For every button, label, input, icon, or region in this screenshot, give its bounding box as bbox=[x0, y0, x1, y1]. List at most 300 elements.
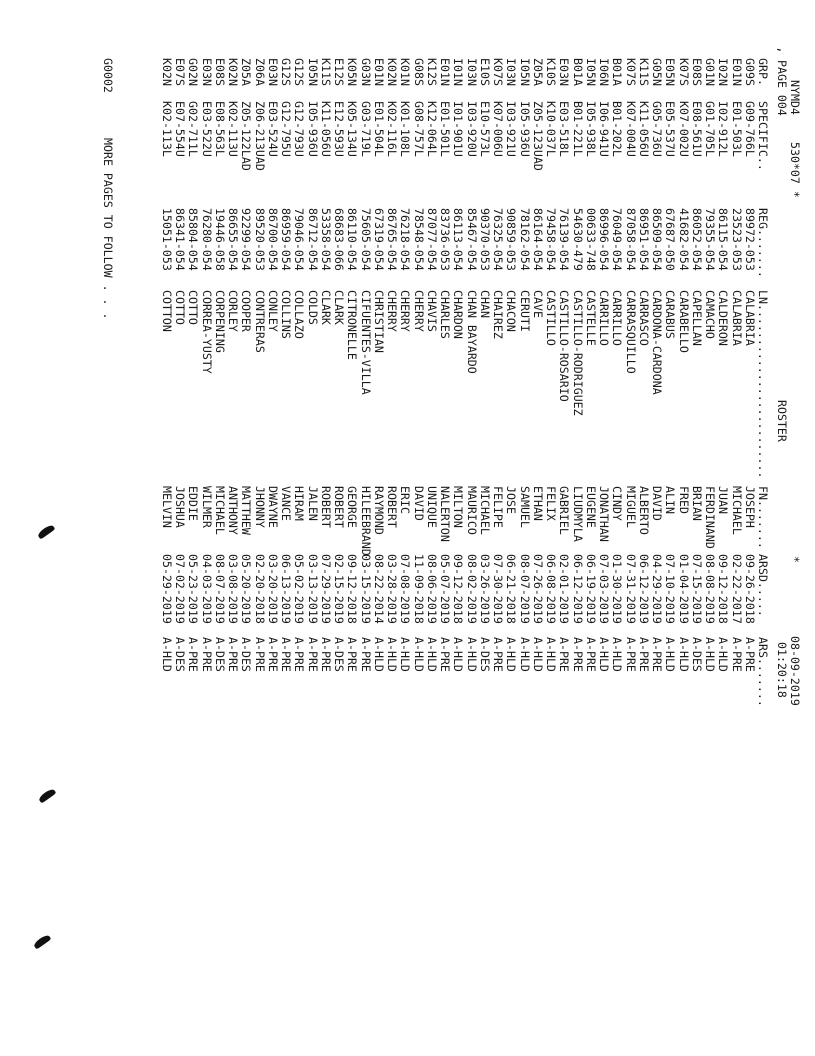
column-header-arsd: ARSD..... bbox=[756, 554, 770, 617]
cell-grp: K11S bbox=[319, 58, 333, 86]
cell-grp: I05N bbox=[517, 58, 532, 86]
table-row bbox=[690, 0, 703, 1000]
cell-arsd: 03-20-2019 bbox=[266, 554, 280, 624]
cell-reg: 83736-053 bbox=[438, 208, 453, 271]
cell-last-name: CITRONELLE bbox=[345, 290, 360, 360]
cell-reg: 67319-054 bbox=[372, 208, 386, 271]
cell-last-name: CIFUENTES-VILLA bbox=[358, 290, 373, 395]
cell-arsd: 06-19-2019 bbox=[584, 554, 598, 624]
cell-arsd: 09-12-2018 bbox=[716, 554, 731, 624]
cell-first-name: UNIQUE bbox=[425, 486, 439, 528]
cell-specific: K11-056U bbox=[319, 101, 333, 157]
table-row bbox=[624, 0, 637, 1000]
cell-ars: A-HLD bbox=[676, 637, 691, 672]
cell-arsd: 07-08-2019 bbox=[398, 554, 413, 624]
cell-last-name: CONLEY bbox=[266, 290, 280, 332]
table-row bbox=[491, 0, 504, 1000]
cell-last-name: CONTRERAS bbox=[252, 290, 267, 353]
cell-arsd: 07-15-2019 bbox=[690, 554, 704, 624]
cell-last-name: CALABRIA bbox=[743, 290, 757, 346]
cell-first-name: ALBERTO bbox=[637, 486, 651, 535]
cell-arsd: 05-20-2019 bbox=[239, 554, 254, 624]
cell-specific: K05-134U bbox=[345, 101, 360, 157]
cell-last-name: COLLINS bbox=[279, 290, 294, 339]
cell-arsd: 03-08-2019 bbox=[226, 554, 241, 624]
table-row bbox=[650, 0, 663, 1000]
cell-ars: A-PRE bbox=[623, 637, 638, 672]
cell-grp: G09S bbox=[743, 58, 757, 86]
cell-reg: 86655-054 bbox=[226, 208, 241, 271]
table-row bbox=[187, 0, 200, 1000]
cell-arsd: 08-07-2019 bbox=[213, 554, 227, 624]
cell-first-name: BRIAN bbox=[690, 486, 704, 521]
cell-last-name: CLARK bbox=[332, 290, 347, 325]
cell-last-name: CASTILLO bbox=[544, 290, 559, 346]
cell-grp: E07S bbox=[173, 58, 188, 86]
cell-ars: A-PRE bbox=[743, 637, 757, 672]
footer-note: MORE PAGES TO FOLLOW . . . bbox=[101, 138, 115, 320]
cell-ars: A-PRE bbox=[319, 637, 333, 672]
cell-ars: A-PRE bbox=[305, 637, 320, 672]
cell-ars: A-HLD bbox=[597, 637, 612, 672]
cell-ars: A-DES bbox=[332, 637, 347, 672]
cell-first-name: HILEEBRAND bbox=[358, 486, 373, 556]
header-title: ROSTER bbox=[775, 400, 789, 442]
cell-grp: K07S bbox=[623, 58, 638, 86]
cell-arsd: 03-13-2019 bbox=[305, 554, 320, 624]
cell-reg: 76218-054 bbox=[398, 208, 413, 271]
cell-arsd: 07-31-2019 bbox=[623, 554, 638, 624]
cell-first-name: JOSE bbox=[504, 486, 519, 514]
cell-reg: 76325-054 bbox=[491, 208, 506, 271]
cell-last-name: CARABELLO bbox=[676, 290, 691, 353]
cell-first-name: JOSEPH bbox=[743, 486, 757, 528]
cell-last-name: CHARDON bbox=[451, 290, 466, 339]
cell-first-name: JONATHAN bbox=[597, 486, 612, 542]
cell-reg: 76049-054 bbox=[610, 208, 625, 271]
cell-ars: A-HLD bbox=[451, 637, 466, 672]
table-row bbox=[399, 0, 412, 1000]
cell-arsd: 07-03-2019 bbox=[597, 554, 612, 624]
cell-grp: E01N bbox=[372, 58, 386, 86]
cell-last-name: CAPELLAN bbox=[690, 290, 704, 346]
table-row bbox=[213, 0, 226, 1000]
table-row bbox=[677, 0, 690, 1000]
table-row bbox=[412, 0, 425, 1000]
cell-ars: A-PRE bbox=[570, 637, 585, 672]
cell-first-name: ALIN bbox=[663, 486, 678, 514]
cell-last-name: CHAVIS bbox=[425, 290, 439, 332]
cell-ars: A-DES bbox=[213, 637, 227, 672]
table-row bbox=[571, 0, 584, 1000]
cell-reg: 86110-054 bbox=[345, 208, 360, 271]
cell-first-name: DWAYNE bbox=[266, 486, 280, 528]
cell-arsd: 04-29-2019 bbox=[650, 554, 665, 624]
cell-ars: A-PRE bbox=[292, 637, 307, 672]
cell-specific: K10-037L bbox=[544, 101, 559, 157]
table-row bbox=[332, 0, 345, 1000]
cell-specific: E01-504L bbox=[372, 101, 386, 157]
cell-ars: A-HLD bbox=[398, 637, 413, 672]
header-system-id: NYMD4 bbox=[788, 80, 802, 115]
cell-reg: 89972-053 bbox=[743, 208, 757, 271]
cell-arsd: 07-30-2019 bbox=[491, 554, 506, 624]
cell-specific: E03-518L bbox=[557, 101, 572, 157]
cell-first-name: JOSHUA bbox=[173, 486, 188, 528]
table-row bbox=[160, 0, 173, 1000]
cell-reg: 86765-054 bbox=[385, 208, 400, 271]
cell-reg: 00633-748 bbox=[584, 208, 598, 271]
cell-grp: I03N bbox=[464, 58, 479, 86]
cell-arsd: 05-07-2019 bbox=[438, 554, 453, 624]
cell-specific: I05-936U bbox=[305, 101, 320, 157]
cell-ars: A-HLD bbox=[531, 637, 545, 672]
cell-grp: I02N bbox=[716, 58, 731, 86]
cell-specific: Z06-213UAD bbox=[252, 101, 267, 171]
cell-specific: K02-116L bbox=[385, 101, 400, 157]
cell-arsd: 02-15-2019 bbox=[332, 554, 347, 624]
table-row bbox=[226, 0, 239, 1000]
cell-specific: E08-561U bbox=[690, 101, 704, 157]
cell-reg: 78162-054 bbox=[517, 208, 532, 271]
cell-grp: K02N bbox=[385, 58, 400, 86]
cell-first-name: HIRAM bbox=[292, 486, 307, 521]
cell-grp: K12S bbox=[425, 58, 439, 86]
cell-ars: A-HLD bbox=[385, 637, 400, 672]
cell-last-name: CHERRY bbox=[411, 290, 426, 332]
cell-reg: 90859-053 bbox=[504, 208, 519, 271]
cell-specific: E08-563L bbox=[213, 101, 227, 157]
table-row bbox=[465, 0, 478, 1000]
cell-ars: A-PRE bbox=[186, 637, 201, 672]
cell-ars: A-HLD bbox=[716, 637, 731, 672]
cell-first-name: MIGUEL bbox=[623, 486, 638, 528]
cell-arsd: 07-10-2019 bbox=[663, 554, 678, 624]
cell-last-name: CARRILLO bbox=[597, 290, 612, 346]
cell-grp: B01A bbox=[610, 58, 625, 86]
table-row bbox=[584, 0, 597, 1000]
cell-reg: 79046-054 bbox=[292, 208, 307, 271]
table-row bbox=[319, 0, 332, 1000]
cell-last-name: CLARK bbox=[319, 290, 333, 325]
cell-arsd: 05-23-2019 bbox=[186, 554, 201, 624]
cell-first-name: FRED bbox=[676, 486, 691, 514]
cell-first-name: LIUDMYLA bbox=[570, 486, 585, 542]
table-row bbox=[200, 0, 213, 1000]
cell-last-name: CORLEY bbox=[226, 290, 241, 332]
cell-arsd: 06-12-2019 bbox=[570, 554, 585, 624]
cell-first-name: MAURICO bbox=[464, 486, 479, 535]
cell-reg: 86959-054 bbox=[279, 208, 294, 271]
cell-specific: I05-936U bbox=[517, 101, 532, 157]
cell-reg: 89520-053 bbox=[252, 208, 267, 271]
cell-grp: I06N bbox=[597, 58, 612, 86]
cell-last-name: CASTILLO-ROSARIO bbox=[557, 290, 572, 402]
cell-first-name: GABRIEL bbox=[557, 486, 572, 535]
cell-last-name: CAVE bbox=[531, 290, 545, 318]
cell-reg: 90370-053 bbox=[478, 208, 492, 271]
cell-arsd: 11-09-2018 bbox=[411, 554, 426, 624]
cell-grp: B01A bbox=[570, 58, 585, 86]
cell-first-name: ROBERT bbox=[319, 486, 333, 528]
table-row bbox=[664, 0, 677, 1000]
cell-reg: 87058-054 bbox=[623, 208, 638, 271]
cell-ars: A-PRE bbox=[279, 637, 294, 672]
cell-reg: 86951-054 bbox=[637, 208, 651, 271]
cell-ars: A-HLD bbox=[517, 637, 532, 672]
cell-first-name: EUGENE bbox=[584, 486, 598, 528]
cell-arsd: 05-29-2019 bbox=[160, 554, 174, 624]
cell-grp: E10S bbox=[478, 58, 492, 86]
cell-reg: 76139-054 bbox=[557, 208, 572, 271]
table-row bbox=[425, 0, 438, 1000]
margin-mark: ʼ bbox=[768, 46, 782, 54]
cell-ars: A-DES bbox=[173, 637, 188, 672]
table-row bbox=[611, 0, 624, 1000]
cell-reg: 86700-054 bbox=[266, 208, 280, 271]
cell-reg: 53358-054 bbox=[319, 208, 333, 271]
cell-first-name: FELIPE bbox=[491, 486, 506, 528]
cell-specific: K02-113L bbox=[160, 101, 174, 157]
cell-grp: K05N bbox=[345, 58, 360, 86]
cell-reg: 86115-054 bbox=[716, 208, 731, 271]
table-row bbox=[518, 0, 531, 1000]
cell-reg: 85467-054 bbox=[464, 208, 479, 271]
table-row bbox=[385, 0, 398, 1000]
cell-specific: E12-593U bbox=[332, 101, 347, 157]
cell-last-name: CHAIREZ bbox=[491, 290, 506, 339]
cell-first-name: RAYMOND bbox=[372, 486, 386, 535]
cell-ars: A-PRE bbox=[637, 637, 651, 672]
table-row bbox=[505, 0, 518, 1000]
cell-last-name: COTTO bbox=[173, 290, 188, 325]
cell-arsd: 08-02-2019 bbox=[464, 554, 479, 624]
cell-grp: Z06A bbox=[252, 58, 267, 86]
cell-first-name: ETHAN bbox=[531, 486, 545, 521]
cell-specific: K07-006U bbox=[491, 101, 506, 157]
cell-specific: G03-719L bbox=[358, 101, 373, 157]
footer-code: G0002 bbox=[101, 58, 115, 93]
cell-arsd: 02-20-2018 bbox=[252, 554, 267, 624]
cell-arsd: 03-26-2019 bbox=[478, 554, 492, 624]
cell-last-name: CARRILLO bbox=[610, 290, 625, 346]
cell-ars: A-DES bbox=[478, 637, 492, 672]
cell-reg: 79355-054 bbox=[703, 208, 718, 271]
cell-grp: K02N bbox=[160, 58, 174, 86]
table-row bbox=[173, 0, 186, 1000]
cell-reg: 86164-054 bbox=[531, 208, 545, 271]
cell-specific: E07-554U bbox=[173, 101, 188, 157]
header-time: 01:20:18 bbox=[775, 642, 789, 698]
column-header-reg: REG....... bbox=[756, 208, 770, 278]
cell-last-name: COOPER bbox=[239, 290, 254, 332]
cell-first-name: VANCE bbox=[279, 486, 294, 521]
cell-reg: 85804-054 bbox=[186, 208, 201, 271]
cell-arsd: 06-21-2018 bbox=[504, 554, 519, 624]
cell-reg: 86341-054 bbox=[173, 208, 188, 271]
cell-grp: G02N bbox=[186, 58, 201, 86]
cell-last-name: CHAN BAYARDO bbox=[464, 290, 479, 374]
cell-first-name: MICHAEL bbox=[213, 486, 227, 535]
table-row bbox=[531, 0, 544, 1000]
cell-arsd: 03-15-2019 bbox=[358, 554, 373, 624]
cell-grp: E05N bbox=[663, 58, 678, 86]
cell-grp: K01N bbox=[398, 58, 413, 86]
cell-last-name: CASTILLO-RODRIGUEZ bbox=[570, 290, 585, 416]
cell-arsd: 07-02-2019 bbox=[173, 554, 188, 624]
table-row bbox=[703, 0, 716, 1000]
cell-grp: E01N bbox=[438, 58, 453, 86]
cell-specific: K07-002U bbox=[676, 101, 691, 157]
cell-arsd: 08-08-2019 bbox=[703, 554, 718, 624]
cell-reg: 78548-054 bbox=[411, 208, 426, 271]
cell-ars: A-PRE bbox=[358, 637, 373, 672]
cell-last-name: CHERRY bbox=[398, 290, 413, 332]
cell-last-name: COTTO bbox=[186, 290, 201, 325]
cell-specific: I03-921U bbox=[504, 101, 519, 157]
cell-first-name: ROBERT bbox=[332, 486, 347, 528]
cell-last-name: CARDONA-CARDONA bbox=[650, 290, 665, 395]
cell-reg: 86712-054 bbox=[305, 208, 320, 271]
cell-last-name: CAMACHO bbox=[703, 290, 718, 339]
cell-last-name: CHERRY bbox=[385, 290, 400, 332]
cell-first-name: JALEN bbox=[305, 486, 320, 521]
cell-first-name: ANTHONY bbox=[226, 486, 241, 535]
table-row bbox=[558, 0, 571, 1000]
column-header-grp: GRP. bbox=[756, 58, 770, 86]
cell-first-name: NALERTON bbox=[438, 486, 453, 542]
cell-first-name: ROBERT bbox=[385, 486, 400, 528]
table-row bbox=[293, 0, 306, 1000]
cell-first-name: FERDINAND bbox=[703, 486, 718, 549]
cell-specific: K02-113U bbox=[226, 101, 241, 157]
cell-specific: G01-705L bbox=[703, 101, 718, 157]
cell-grp: E08S bbox=[690, 58, 704, 86]
cell-specific: Z05-123UAD bbox=[531, 101, 545, 171]
cell-arsd: 04-03-2019 bbox=[199, 554, 214, 624]
cell-first-name: CINDY bbox=[610, 486, 625, 521]
cell-ars: A-PRE bbox=[584, 637, 598, 672]
cell-last-name: CHRISTIAN bbox=[372, 290, 386, 353]
cell-arsd: 09-12-2018 bbox=[345, 554, 360, 624]
cell-specific: Z05-122LAD bbox=[239, 101, 254, 171]
header-star: * bbox=[788, 556, 802, 563]
cell-first-name: GEORGE bbox=[345, 486, 360, 528]
cell-last-name: CHAN bbox=[478, 290, 492, 318]
cell-specific: K01-108L bbox=[398, 101, 413, 157]
cell-last-name: CARABUS bbox=[663, 290, 678, 339]
header-code: 530*07 * bbox=[788, 142, 802, 198]
cell-specific: E01-501L bbox=[438, 101, 453, 157]
cell-specific: G02-711L bbox=[186, 101, 201, 157]
cell-arsd: 09-26-2018 bbox=[743, 554, 757, 624]
cell-first-name: SAMUEL bbox=[517, 486, 532, 528]
cell-first-name: JUAN bbox=[716, 486, 731, 514]
table-row bbox=[372, 0, 385, 1000]
cell-arsd: 09-12-2018 bbox=[451, 554, 466, 624]
cell-ars: A-PRE bbox=[252, 637, 267, 672]
cell-first-name: MICHAEL bbox=[478, 486, 492, 535]
cell-reg: 86996-054 bbox=[597, 208, 612, 271]
cell-specific: I05-938L bbox=[584, 101, 598, 157]
cell-grp: E08S bbox=[213, 58, 227, 86]
cell-reg: 92299-054 bbox=[239, 208, 254, 271]
cell-last-name: CHACON bbox=[504, 290, 519, 332]
cell-arsd: 01-30-2019 bbox=[610, 554, 625, 624]
cell-arsd: 01-04-2019 bbox=[676, 554, 691, 624]
cell-grp: K07S bbox=[491, 58, 506, 86]
cell-first-name: EDDIE bbox=[186, 486, 201, 521]
cell-grp: G12S bbox=[279, 58, 294, 86]
cell-grp: G03N bbox=[358, 58, 373, 86]
cell-grp: E12S bbox=[332, 58, 347, 86]
cell-arsd: 02-22-2017 bbox=[729, 554, 744, 624]
cell-last-name: CALDERON bbox=[716, 290, 731, 346]
cell-arsd: 06-13-2019 bbox=[279, 554, 294, 624]
table-row bbox=[637, 0, 650, 1000]
cell-reg: 54630-479 bbox=[570, 208, 585, 271]
cell-specific: G12-795U bbox=[279, 101, 294, 157]
cell-last-name: CORREA-YUSTY bbox=[199, 290, 214, 374]
cell-specific: G05-736U bbox=[650, 101, 665, 157]
cell-specific: E03-522U bbox=[199, 101, 214, 157]
cell-specific: K12-064L bbox=[425, 101, 439, 157]
cell-grp: Z05A bbox=[239, 58, 254, 86]
cell-grp: E03N bbox=[199, 58, 214, 86]
cell-reg: 19446-058 bbox=[213, 208, 227, 271]
table-row bbox=[478, 0, 491, 1000]
cell-grp: K07S bbox=[676, 58, 691, 86]
cell-specific: K07-004U bbox=[623, 101, 638, 157]
cell-last-name: CASTELLE bbox=[584, 290, 598, 346]
table-row bbox=[266, 0, 279, 1000]
cell-arsd: 07-26-2019 bbox=[531, 554, 545, 624]
cell-specific: B01-202L bbox=[610, 101, 625, 157]
cell-last-name: CARRASQUILLO bbox=[623, 290, 638, 374]
cell-last-name: CERUTI bbox=[517, 290, 532, 332]
cell-last-name: COLDS bbox=[305, 290, 320, 325]
cell-reg: 86052-054 bbox=[690, 208, 704, 271]
cell-reg: 76280-054 bbox=[199, 208, 214, 271]
column-header-row bbox=[756, 0, 769, 1000]
cell-reg: 79458-054 bbox=[544, 208, 559, 271]
cell-first-name: DAVID bbox=[411, 486, 426, 521]
cell-grp: K10S bbox=[544, 58, 559, 86]
column-header-specific: SPECIFIC.. bbox=[756, 101, 770, 171]
cell-reg: 15051-053 bbox=[160, 208, 174, 271]
cell-arsd: 03-28-2019 bbox=[385, 554, 400, 624]
cell-grp: I01N bbox=[451, 58, 466, 86]
table-row bbox=[438, 0, 451, 1000]
cell-grp: E03N bbox=[266, 58, 280, 86]
table-row bbox=[730, 0, 743, 1000]
cell-specific: G12-793U bbox=[292, 101, 307, 157]
cell-grp: E01N bbox=[729, 58, 744, 86]
cell-specific: E03-524U bbox=[266, 101, 280, 157]
cell-first-name: MICHAEL bbox=[729, 486, 744, 535]
cell-ars: A-PRE bbox=[650, 637, 665, 672]
cell-ars: A-DES bbox=[239, 637, 254, 672]
cell-specific: G09-766L bbox=[743, 101, 757, 157]
header-page-label: PAGE 004 bbox=[775, 60, 789, 116]
cell-last-name: COTTON bbox=[160, 290, 174, 332]
header-date: 08-09-2019 bbox=[788, 636, 802, 706]
table-row bbox=[597, 0, 610, 1000]
cell-grp: G05N bbox=[650, 58, 665, 86]
cell-specific: I01-901U bbox=[451, 101, 466, 157]
cell-arsd: 02-01-2019 bbox=[557, 554, 572, 624]
cell-grp: Z05A bbox=[531, 58, 545, 86]
